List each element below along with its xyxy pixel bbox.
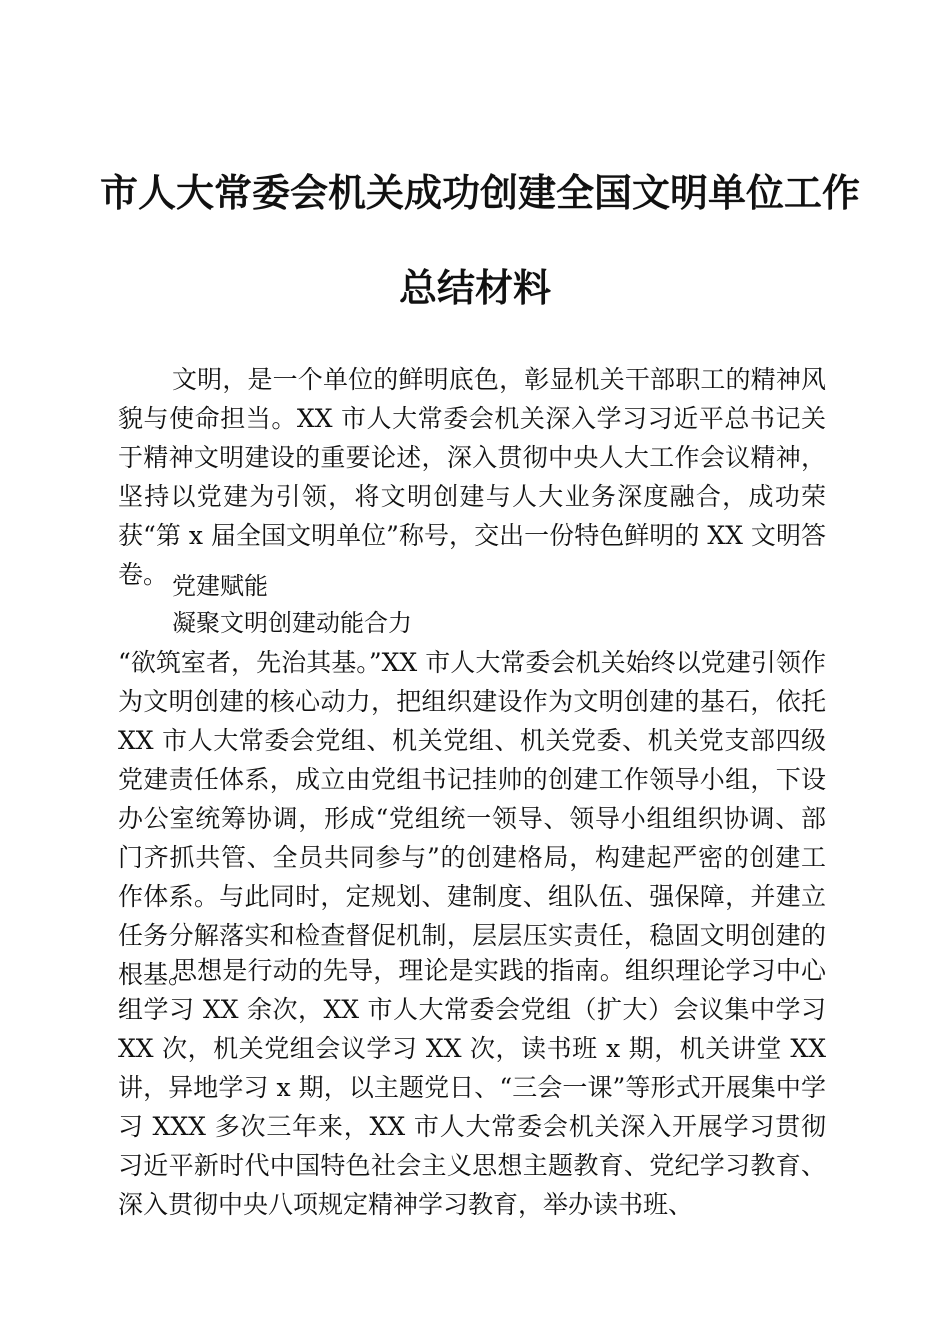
document-title-line-2: 总结材料 [398,265,551,310]
paragraph-party-building: “欲筑室者，先治其基。”XX 市人大常委会机关始终以党建引领作为文明创建的核心动力，把组织建设作为文明创建的基石，依托 XX 市人大常委会党组、机关党组、机关党委、机关党支部四级党建责任体系，成立由党组书记挂帅的创建工作领导小组，下设办公室统筹协调，形成“党组统一领导、领导小组组织协调、部门齐抓共管、全员共同参与”的创建格局，构建起严密的创建工作体系。与此同时，定规划、建制度、组队伍、强保障，并建立任务分解落实和检查督促机制，层层压实责任，稳固文明创建的根基。 [118,648,826,989]
section-heading: 党建赋能 [172,572,268,600]
paragraph-theory-study: 思想是行动的先导，理论是实践的指南。组织理论学习中心组学习 XX 余次，XX 市人大常委会党组（扩大）会议集中学习 XX 次，机关党组会议学习 XX 次，读书班 x 期，机关讲堂 XX 讲，异地学习 x 期，以主题党日、“三会一课”等形式开展集中学习 XXX 多次三年来，XX 市人大常委会机关深入开展学习贯彻习近平新时代中国特色社会主义思想主题教育、党纪学习教育、深入贯彻中央八项规定精神学习教育，举办读书班、 [118,956,826,1219]
document-title-line-1: 市人大常委会机关成功创建全国文明单位工作 [100,170,861,215]
section-subheading: 凝聚文明创建动能合力 [172,609,412,637]
paragraph-intro: 文明，是一个单位的鲜明底色，彰显机关干部职工的精神风貌与使命担当。XX 市人大常委会机关深入学习习近平总书记关于精神文明建设的重要论述，深入贯彻中央人大工作会议精神，坚持以党建为引领，将文明创建与人大业务深度融合，成功荣获“第 x 届全国文明单位”称号，交出一份特色鲜明的 XX 文明答卷。 [118,365,826,589]
